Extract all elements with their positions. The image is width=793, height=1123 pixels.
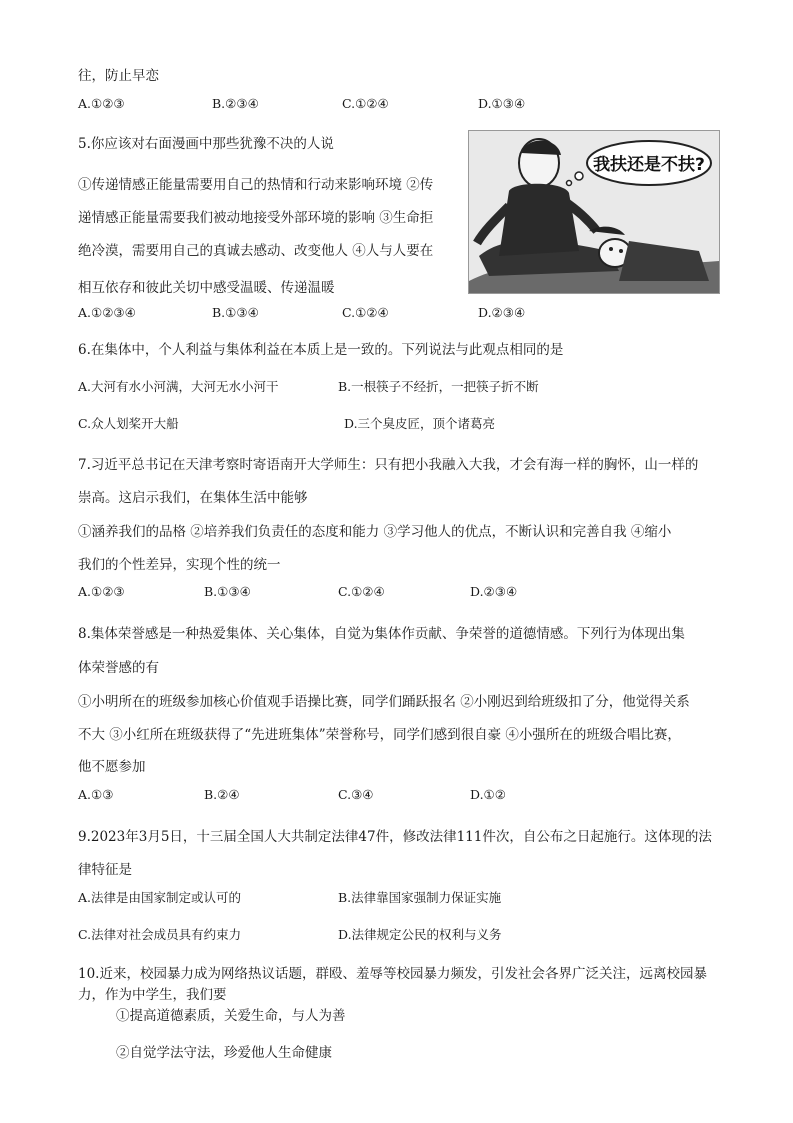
q4-option-c: C.①②④ — [342, 96, 389, 111]
q6-option-c: C.众人划桨开大船 — [78, 416, 179, 431]
q8-option-b: B.②④ — [204, 787, 240, 802]
q7-statement-2: 我们的个性差异，实现个性的统一 — [78, 557, 281, 573]
q8-option-c: C.③④ — [338, 787, 374, 802]
q8-option-a: A.①③ — [78, 787, 114, 802]
q7-option-c: C.①②④ — [338, 584, 385, 599]
q6-option-b: B.一根筷子不经折，一把筷子折不断 — [338, 379, 539, 394]
q7-option-a: A.①②③ — [78, 584, 125, 599]
q6-option-a: A.大河有水小河满，大河无水小河干 — [78, 379, 279, 394]
q5-option-b: B.①③④ — [212, 305, 259, 320]
q5-statement-1: ①传递情感正能量需要用自己的热情和行动来影响环境 ②传 — [78, 177, 434, 193]
q10-stem-2: 力，作为中学生，我们要 — [78, 987, 227, 1003]
q5-statement-2: 递情感正能量需要我们被动地接受外部环境的影响 ③生命拒 — [78, 210, 434, 226]
q9-option-d: D.法律规定公民的权利与义务 — [338, 927, 502, 942]
line-q4-tail: 往，防止早恋 — [78, 68, 159, 84]
q8-option-d: D.①② — [470, 787, 506, 802]
q9-stem-2: 律特征是 — [78, 862, 132, 878]
q7-stem-2: 崇高。这启示我们，在集体生活中能够 — [78, 490, 308, 506]
q8-statement-2: 不大 ③小红所在班级获得了“先进班集体”荣誉称号，同学们感到很自豪 ④小强所在的班级合唱比赛， — [78, 727, 681, 743]
q5-stem: 5.你应该对右面漫画中那些犹豫不决的人说 — [78, 136, 334, 152]
q9-option-a: A.法律是由国家制定或认可的 — [78, 890, 242, 905]
q7-stem-1: 7.习近平总书记在天津考察时寄语南开大学师生：只有把小我融入大我，才会有海一样的胸怀，山一样的 — [78, 457, 699, 473]
q4-option-b: B.②③④ — [212, 96, 259, 111]
q8-statement-1: ①小明所在的班级参加核心价值观手语操比赛，同学们踊跃报名 ②小刚迟到给班级扣了分，他觉得关系 — [78, 694, 690, 710]
q7-option-d: D.②③④ — [470, 584, 518, 599]
q9-stem-1: 9.2023年3月5日，十三届全国人大共制定法律47件，修改法律111件次，自公布之日起施行。这体现的法 — [78, 829, 712, 845]
comic-image — [468, 130, 720, 294]
q5-option-c: C.①②④ — [342, 305, 389, 320]
q5-statement-3: 绝冷漠，需要用自己的真诚去感动、改变他人 ④人与人要在 — [78, 243, 434, 259]
comic-illustration — [469, 131, 719, 293]
q6-option-d: D.三个臭皮匠，顶个诸葛亮 — [344, 416, 496, 431]
q8-stem-1: 8.集体荣誉感是一种热爱集体、关心集体，自觉为集体作贡献、争荣誉的道德情感。下列行为体现出集 — [78, 626, 685, 642]
q5-option-d: D.②③④ — [478, 305, 526, 320]
q10-statement-1: ①提高道德素质，关爱生命，与人为善 — [116, 1008, 346, 1024]
q10-statement-2: ②自觉学法守法，珍爱他人生命健康 — [116, 1045, 332, 1061]
q8-stem-2: 体荣誉感的有 — [78, 660, 159, 676]
q7-option-b: B.①③④ — [204, 584, 251, 599]
q6-stem: 6.在集体中，个人利益与集体利益在本质上是一致的。下列说法与此观点相同的是 — [78, 342, 564, 358]
comic-speech-text: 我扶还是不扶? — [593, 155, 705, 175]
q4-option-d: D.①③④ — [478, 96, 526, 111]
q8-statement-3: 他不愿参加 — [78, 759, 146, 775]
q10-stem-1: 10.近来，校园暴力成为网络热议话题，群殴、羞辱等校园暴力频发，引发社会各界广泛关注，远离校园暴 — [78, 966, 707, 982]
q4-option-a: A.①②③ — [78, 96, 125, 111]
q5-statement-4: 相互依存和彼此关切中感受温暖、传递温暖 — [78, 280, 335, 296]
q9-option-b: B.法律靠国家强制力保证实施 — [338, 890, 502, 905]
q9-option-c: C.法律对社会成员具有约束力 — [78, 927, 242, 942]
q7-statement-1: ①涵养我们的品格 ②培养我们负责任的态度和能力 ③学习他人的优点，不断认识和完善自我 ④缩小 — [78, 524, 672, 540]
q5-option-a: A.①②③④ — [78, 305, 136, 320]
